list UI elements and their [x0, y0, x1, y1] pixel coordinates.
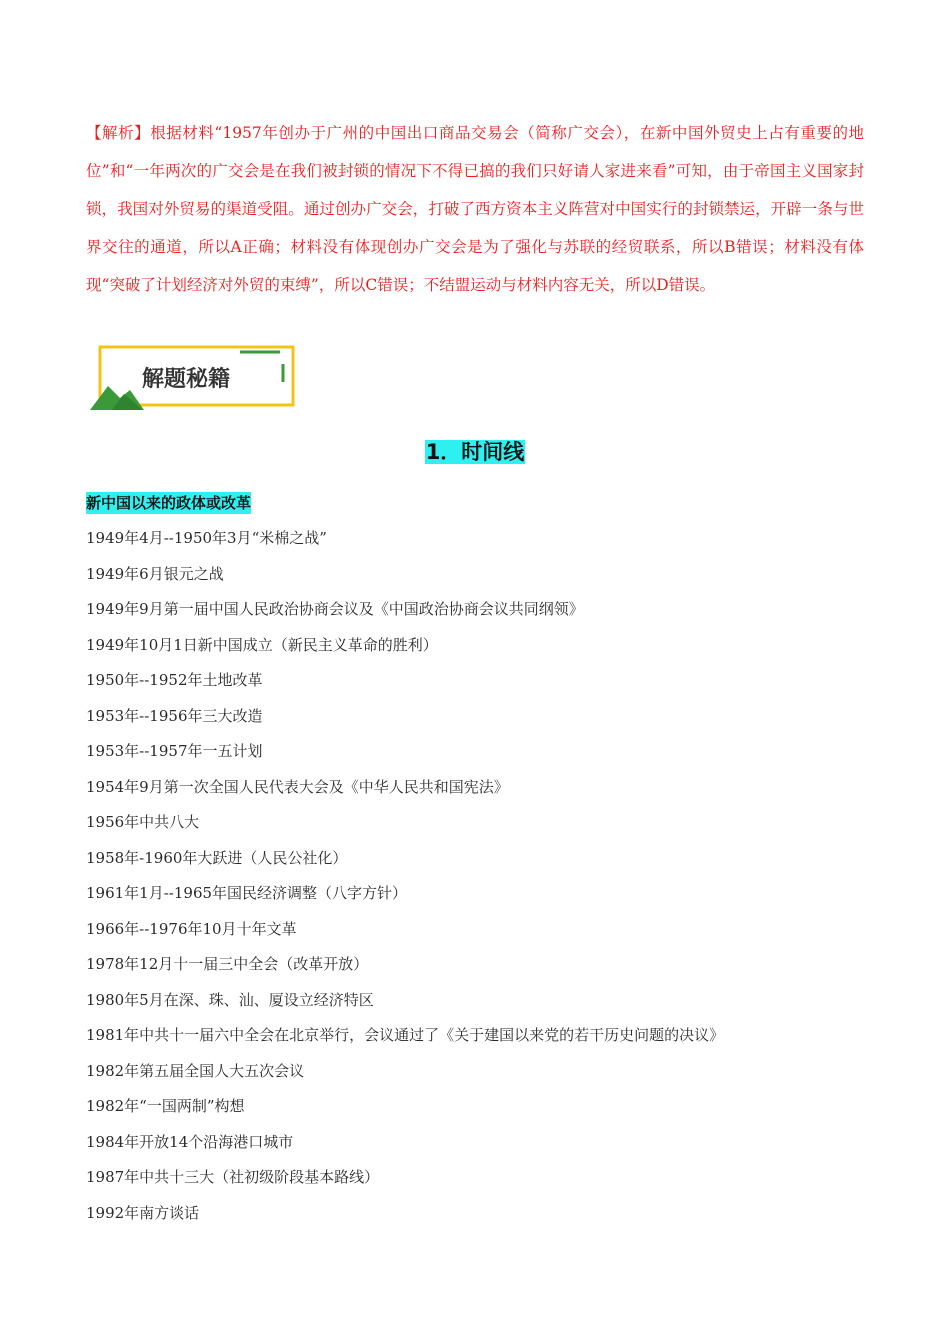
timeline-item: 1961年1月--1965年国民经济调整（八字方针） [86, 884, 408, 902]
timeline-item: 1950年--1952年土地改革 [86, 671, 263, 689]
section-title-text: 1．时间线 [425, 440, 525, 464]
timeline-item: 1992年南方谈话 [86, 1203, 200, 1222]
analysis-paragraph: 【解析】根据材料“1957年创办于广州的中国出口商品交易会（简称广交会），在新中国外贸史上占有重要的地位”和“一年两次的广交会是在我们被封锁的情况下不得已搞的我们只好请人家进来看”可知，由于帝国主义国家封锁，我国对外贸易的渠道受阻。通过创办广交会，打破了西方资本主义阵营对中国实行的封锁禁运，开辟一条与世界交往的通道，所以A正确；材料没有体现创办广交会是为了强化与苏联的经贸联系，所以B错误；材料没有体现“突破了计划经济对外贸的束缚”，所以C错误；不结盟运动与材料内容无关，所以D错误。 [86, 124, 864, 294]
timeline-item: 1966年--1976年10月十年文革 [86, 919, 297, 938]
timeline-item: 1980年5月在深、珠、汕、厦设立经济特区 [86, 990, 374, 1009]
badge-label: 解题秘籍 [142, 367, 231, 392]
timeline-item: 1981年中共十一届六中全会在北京举行，会议通过了《关于建国以来党的若干历史问题的决议》 [86, 1026, 725, 1044]
timeline-subheading: 新中国以来的政体或改革 [86, 494, 252, 512]
timeline-item: 1949年6月银元之战 [86, 564, 224, 583]
timeline-item: 1953年--1956年三大改造 [86, 706, 263, 725]
solution-tips-badge [90, 344, 300, 410]
timeline-item: 1984年开放14个沿海港口城市 [86, 1132, 294, 1151]
timeline-item: 1949年9月第一届中国人民政治协商会议及《中国政治协商会议共同纲领》 [86, 600, 584, 618]
timeline-item: 1956年中共八大 [86, 813, 200, 831]
timeline-item: 1949年4月--1950年3月“米棉之战” [86, 529, 327, 547]
timeline-item: 1958年-1960年大跃进（人民公社化） [86, 848, 348, 867]
timeline-item: 1978年12月十一届三中全会（改革开放） [86, 955, 369, 973]
timeline-item: 1982年第五届全国人大五次会议 [86, 1061, 305, 1080]
section-title [0, 436, 950, 466]
timeline-item: 1953年--1957年一五计划 [86, 742, 263, 760]
timeline-item: 1987年中共十三大（社初级阶段基本路线） [86, 1168, 380, 1186]
timeline-item: 1954年9月第一次全国人民代表大会及《中华人民共和国宪法》 [86, 777, 509, 796]
timeline-list [86, 527, 724, 1237]
timeline-item: 1982年“一国两制”构想 [86, 1097, 245, 1115]
timeline-item: 1949年10月1日新中国成立（新民主义革命的胜利） [86, 635, 438, 654]
